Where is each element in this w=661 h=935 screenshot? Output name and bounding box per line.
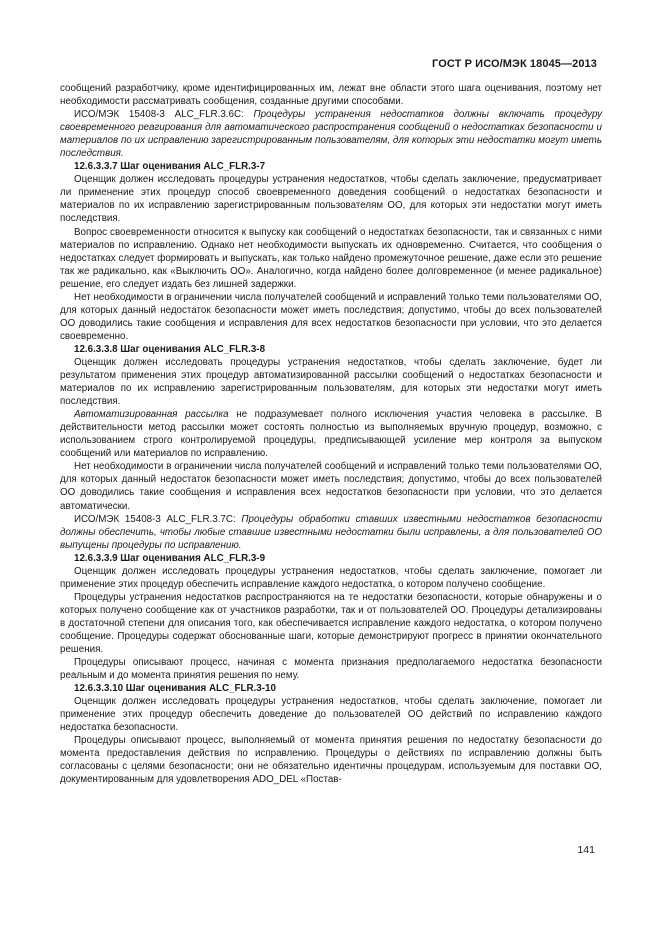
para-body	[60, 656, 602, 682]
standard-header: ГОСТ Р ИСО/МЭК 18045—2013	[432, 58, 597, 70]
text-run: ИСО/МЭК 15408-3 ALC_FLR.3.6C:	[74, 109, 254, 121]
para-iso-7c	[60, 513, 602, 552]
text-run: 12.6.3.3.7 Шаг оценивания ALC_FLR.3-7	[74, 161, 266, 173]
text-run: не подразумевает полного исключения участия человека в рассылке. В действительности метод рассылки может состоять полностью из выполняемых вручную процедур, возможно, с использованием строго контролируемой процедуры, предписывающей усиление мер контроля за выпуском сообщений или материалов по исправлению.	[60, 409, 602, 460]
heading-12-6-3-3-8	[60, 343, 602, 356]
text-run: Процедуры устранения недостатков распространяются на те недостатки безопасности, которые обнаружены и о которых получено сообщение как от участников разработки, так и от пользователей ОО. Процедуры детализированы в достаточной степени для описания того, как обеспечивается исправление каждого недостатка, о котором получено сообщение. Процедуры содержат обоснованные шаги, которые демонстрируют прогресс в принятии окончательного решения.	[60, 591, 602, 656]
text-run: Оценщик должен исследовать процедуры устранения недостатков, чтобы сделать заключение, предусматривает ли применение этих процедур способ своевременного доведения сообщений о недостатках безопасности и материалов по их исправлению зарегистрированным пользователям ОО, для которых эти недостатки могут иметь последствия.	[60, 174, 602, 225]
heading-12-6-3-3-9	[60, 552, 602, 565]
para-body	[60, 173, 602, 225]
text-run: Нет необходимости в ограничении числа получателей сообщений и исправлений только теми пользователями ОО, для которых данный недостаток безопасности может иметь последствия; допустимо, чтобы до всех пользователей ОО доводились такие сообщения и исправления всех недостатков безопасности при условии, что это делается автоматически.	[60, 461, 602, 512]
text-run: сообщений разработчику, кроме идентифицированных им, лежат вне области этого шага оценивания, поэтому нет необходимости рассматривать сообщения, созданные другими способами.	[60, 83, 602, 108]
heading-12-6-3-3-10	[60, 682, 602, 695]
text-run: Процедуры описывают процесс, выполняемый от момента принятия решения по недостатку безопасности до момента предоставления действия по исправлению. Процедуры о действиях по исправлению должны быть согласованы с целями безопасности; они не обязательно идентичны процедурам, используемым для поставки ОО, документированным для удовлетворения ADO_DEL «Постав-	[60, 735, 602, 786]
text-run: Оценщик должен исследовать процедуры устранения недостатков, чтобы сделать заключение, помогает ли применение этих процедур обеспечить доведение до пользователей ОО действий по исправлению каждого недостатка безопасности.	[60, 696, 602, 734]
text-run: Нет необходимости в ограничении числа получателей сообщений и исправлений только теми пользователями ОО, для которых данный недостаток безопасности может иметь последствия; допустимо, чтобы до всех пользователей ОО доводились такие сообщения и исправления для всех недостатков безопасности при условии, что это делается своевременно.	[60, 291, 602, 342]
para-iso-6c	[60, 108, 602, 160]
page-number: 141	[577, 844, 595, 856]
para-body	[60, 226, 602, 291]
italic-text: Автоматизированная рассылка	[74, 409, 229, 421]
text-run: Оценщик должен исследовать процедуры устранения недостатков, чтобы сделать заключение, помогает ли применение этих процедур обеспечить исправление каждого недостатка, о котором получено сообщение.	[60, 565, 602, 590]
heading-12-6-3-3-7	[60, 160, 602, 173]
para-body	[60, 460, 602, 512]
text-run: ИСО/МЭК 15408-3 ALC_FLR.3.7C:	[74, 513, 242, 525]
para-body	[60, 356, 602, 408]
page-body	[60, 82, 602, 787]
italic-text: Процедуры обработки ставших известными недостатков безопасности должны обеспечить, чтобы любые ставшие известными недостатки были исправлены, а для пользователей ОО выпущены процедуры по исправлению.	[60, 513, 602, 551]
para-body	[60, 408, 602, 460]
italic-text: Процедуры устранения недостатков должны включать процедуру своевременного реагирования для автоматического распространения сообщений о недостатках безопасности и материалов по их исправлению зарегистрированным пользователям, для которых эти недостатки могут иметь последствия.	[60, 109, 602, 160]
para-body	[60, 734, 602, 786]
text-run: Процедуры описывают процесс, начиная с момента признания предполагаемого недостатка безопасности реальным и до момента принятия решения по нему.	[60, 657, 602, 682]
para-body	[60, 565, 602, 591]
para-body	[60, 591, 602, 656]
para-body	[60, 695, 602, 734]
text-run: 12.6.3.3.10 Шаг оценивания ALC_FLR.3-10	[74, 683, 276, 695]
para-body	[60, 291, 602, 343]
para-continuation	[60, 82, 602, 108]
text-run: Вопрос своевременности относится к выпуску как сообщений о недостатках безопасности, так и связанных с ними материалов по исправлению. Однако нет необходимости выпускать их одновременно. Считается, что сообщения о недостатках следует формировать и выпускать, как только найдено промежуточное решение, даже если это решение так же радикально, как «Выключить ОО». Аналогично, когда найдено более долговременное (и менее радикальное) решение, его следует издать без лишней задержки.	[60, 226, 602, 290]
text-run: 12.6.3.3.8 Шаг оценивания ALC_FLR.3-8	[74, 343, 266, 355]
text-run: Оценщик должен исследовать процедуры устранения недостатков, чтобы сделать заключение, будет ли результатом применения этих процедур автоматизированной рассылки сообщений о недостатках безопасности и материалов по их исправлению зарегистрированным пользователям, для которых эти недостатки могут иметь последствия.	[60, 356, 602, 408]
text-run: 12.6.3.3.9 Шаг оценивания ALC_FLR.3-9	[74, 552, 266, 564]
